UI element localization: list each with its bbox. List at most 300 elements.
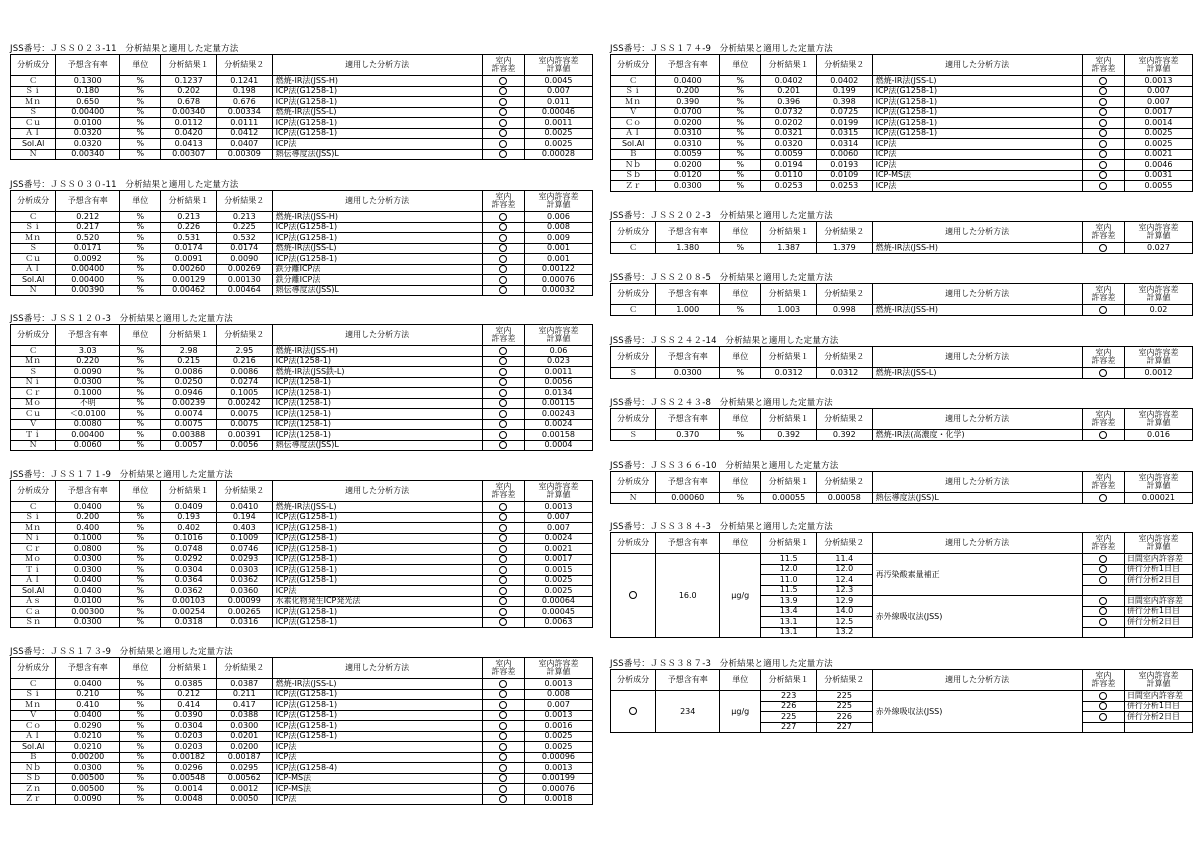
- table-row: [11, 512, 593, 523]
- element-cell: Ａｌ: [11, 264, 56, 275]
- tolerance-cell: [1082, 97, 1124, 108]
- block-title: JSS番号：ＪＳＳ１７３-9 分析結果と適用した定量方法: [10, 647, 233, 657]
- expected-cell: 0.00300: [56, 607, 120, 618]
- result2-cell: 0.0193: [816, 160, 872, 171]
- pass-circle-icon: [499, 410, 507, 418]
- expected-cell: 0.200: [56, 512, 120, 523]
- pass-circle-icon: [499, 347, 507, 355]
- expected-cell: ＜0.0100: [56, 409, 120, 420]
- tolerance-cell: [482, 689, 524, 700]
- pass-circle-icon: [1099, 494, 1107, 502]
- method-cell: ICP法(G1258-1): [272, 700, 482, 711]
- unit-cell: %: [120, 233, 161, 244]
- element-cell: Ｍｎ: [11, 97, 56, 108]
- header-unit: 単位: [720, 347, 761, 368]
- header-unit: 単位: [720, 222, 761, 243]
- method-cell: ICP法: [272, 794, 482, 805]
- expected-cell: 0.0171: [56, 243, 120, 254]
- unit-cell: %: [120, 679, 161, 690]
- element-cell: Ｃｒ: [11, 544, 56, 555]
- result1-cell: 227: [761, 722, 817, 733]
- element-cell: [611, 554, 656, 638]
- method-cell: 熱伝導度法(JSS)L: [272, 149, 482, 160]
- result1-cell: 0.00260: [161, 264, 217, 275]
- table-row: [611, 493, 1193, 504]
- header-tolerance: 室内 許容差: [1082, 347, 1124, 368]
- header-expected: 予想含有率: [656, 472, 720, 493]
- expected-cell: 0.0400: [656, 76, 720, 87]
- result1-cell: 0.193: [161, 512, 217, 523]
- tolerance-cell: [1082, 430, 1124, 441]
- header-tol-calc: 室内許容差 計算値: [524, 325, 592, 346]
- analysis-block: [610, 211, 1193, 254]
- unit-cell: %: [120, 419, 161, 430]
- header-element: 分析成分: [611, 409, 656, 430]
- tolerance-value-cell: 0.007: [524, 523, 592, 534]
- method-cell: 燃焼-IR法(JSS-L): [272, 679, 482, 690]
- table-row: [11, 139, 593, 150]
- unit-cell: %: [120, 502, 161, 513]
- expected-cell: 0.0210: [56, 731, 120, 742]
- tolerance-value-cell: 0.016: [1124, 430, 1192, 441]
- tolerance-cell: [482, 430, 524, 441]
- method-cell: ICP法(G1258-1): [272, 222, 482, 233]
- result2-cell: 225: [816, 691, 872, 702]
- unit-cell: %: [120, 794, 161, 805]
- table-row: [11, 784, 593, 795]
- unit-cell: μg/g: [720, 554, 761, 638]
- table-row: [611, 76, 1193, 87]
- result2-cell: 14.0: [816, 606, 872, 617]
- pass-circle-icon: [499, 431, 507, 439]
- result1-cell: 11.5: [761, 585, 817, 596]
- tolerance-value-cell: 0.00122: [524, 264, 592, 275]
- analysis-block: [610, 336, 1193, 379]
- expected-cell: 234: [656, 691, 720, 733]
- element-cell: Ｖ: [611, 107, 656, 118]
- unit-cell: %: [120, 440, 161, 451]
- expected-cell: 0.210: [56, 689, 120, 700]
- result1-cell: 0.213: [161, 212, 217, 223]
- element-cell: Ｓｂ: [11, 773, 56, 784]
- pass-circle-icon: [1099, 182, 1107, 190]
- results-table: [10, 657, 593, 805]
- unit-cell: %: [120, 86, 161, 97]
- tolerance-value-cell: 0.00064: [524, 596, 592, 607]
- expected-cell: 0.00400: [56, 107, 120, 118]
- unit-cell: %: [120, 752, 161, 763]
- tolerance-value-cell: 0.00158: [524, 430, 592, 441]
- unit-cell: %: [120, 544, 161, 555]
- tolerance-value-cell: 0.0011: [524, 118, 592, 129]
- tolerance-cell: [1082, 243, 1124, 254]
- tolerance-cell: [482, 419, 524, 430]
- element-cell: Ｓ: [11, 107, 56, 118]
- result1-cell: 223: [761, 691, 817, 702]
- result2-cell: 0.0360: [216, 586, 272, 597]
- unit-cell: %: [120, 784, 161, 795]
- pass-circle-icon: [1099, 150, 1107, 158]
- result1-cell: 0.0110: [761, 170, 817, 181]
- header-element: 分析成分: [611, 533, 656, 554]
- analysis-block-gas: [610, 522, 1193, 638]
- header-tol-calc: 室内許容差 計算値: [1124, 284, 1192, 305]
- unit-cell: %: [120, 586, 161, 597]
- result1-cell: 225: [761, 712, 817, 723]
- pass-circle-icon: [499, 743, 507, 751]
- result2-cell: 0.199: [816, 86, 872, 97]
- tolerance-cell: [482, 222, 524, 233]
- method-cell: ICP法(G1258-1): [272, 689, 482, 700]
- tolerance-cell: [1082, 170, 1124, 181]
- table-row: [11, 742, 593, 753]
- analysis-block: [10, 180, 593, 296]
- unit-cell: %: [120, 118, 161, 129]
- header-expected: 予想含有率: [56, 325, 120, 346]
- expected-cell: 0.0400: [56, 710, 120, 721]
- element-cell: Sol.Al: [11, 139, 56, 150]
- pass-circle-icon: [499, 276, 507, 284]
- header-tolerance: 室内 許容差: [1082, 284, 1124, 305]
- header-unit: 単位: [120, 658, 161, 679]
- tolerance-value-cell: 0.06: [524, 346, 592, 357]
- unit-cell: %: [120, 554, 161, 565]
- analysis-block: [10, 314, 593, 451]
- tolerance-value-cell: 0.001: [524, 254, 592, 265]
- tolerance-cell: [482, 128, 524, 139]
- tolerance-cell: [1082, 606, 1124, 617]
- tolerance-value-cell: 0.00046: [524, 107, 592, 118]
- table-row: [11, 440, 593, 451]
- expected-cell: 0.650: [56, 97, 120, 108]
- result2-cell: 0.1009: [216, 533, 272, 544]
- pass-circle-icon: [499, 555, 507, 563]
- unit-cell: %: [120, 367, 161, 378]
- element-cell: Ｓｂ: [611, 170, 656, 181]
- result1-cell: 11.5: [761, 554, 817, 565]
- expected-cell: 0.0300: [56, 554, 120, 565]
- unit-cell: %: [120, 596, 161, 607]
- method-cell: 燃焼-IR法(高濃度・化学): [872, 430, 1082, 441]
- header-method: 適用した分析方法: [872, 472, 1082, 493]
- result2-cell: 0.1241: [216, 76, 272, 87]
- unit-cell: %: [120, 398, 161, 409]
- method-cell: ICP法(G1258-1): [272, 254, 482, 265]
- result2-cell: 0.00099: [216, 596, 272, 607]
- method-cell: ICP法(G1258-1): [872, 128, 1082, 139]
- result1-cell: 0.00182: [161, 752, 217, 763]
- block-title: JSS番号：ＪＳＳ１７４-9 分析結果と適用した定量方法: [610, 44, 833, 54]
- table-row: [11, 419, 593, 430]
- pass-circle-icon: [499, 587, 507, 595]
- expected-cell: 0.0060: [56, 440, 120, 451]
- tolerance-cell: [482, 356, 524, 367]
- tolerance-cell: [482, 752, 524, 763]
- result2-cell: 0.0174: [216, 243, 272, 254]
- expected-cell: 16.0: [656, 554, 720, 638]
- header-element: 分析成分: [611, 55, 656, 76]
- result1-cell: 0.0014: [161, 784, 217, 795]
- element-cell: Ｓｉ: [11, 689, 56, 700]
- result2-cell: 0.0201: [216, 731, 272, 742]
- result1-cell: 0.0194: [761, 160, 817, 171]
- tolerance-cell: [482, 149, 524, 160]
- result2-cell: 0.398: [816, 97, 872, 108]
- analysis-block: [610, 398, 1193, 441]
- results-table: [610, 408, 1193, 441]
- element-cell: Ｂ: [611, 149, 656, 160]
- table-row: [11, 409, 593, 420]
- result1-cell: 0.0413: [161, 139, 217, 150]
- unit-cell: %: [120, 700, 161, 711]
- pass-circle-icon: [499, 87, 507, 95]
- header-method: 適用した分析方法: [272, 191, 482, 212]
- result1-cell: 0.215: [161, 356, 217, 367]
- unit-cell: μg/g: [720, 691, 761, 733]
- pass-circle-icon: [499, 618, 507, 626]
- result2-cell: 0.00269: [216, 264, 272, 275]
- expected-cell: 0.0300: [56, 617, 120, 628]
- table-row: [611, 160, 1193, 171]
- table-row: [11, 721, 593, 732]
- pass-circle-icon: [1099, 702, 1107, 710]
- oxygen-symbol: [629, 707, 637, 715]
- method-cell: ICP法: [872, 160, 1082, 171]
- result1-cell: 0.00129: [161, 275, 217, 286]
- header-tolerance: 室内 許容差: [1082, 409, 1124, 430]
- results-table: [10, 190, 593, 296]
- pass-circle-icon: [1099, 98, 1107, 106]
- unit-cell: %: [720, 243, 761, 254]
- result2-cell: 1.379: [816, 243, 872, 254]
- table-header-row: [611, 533, 1193, 554]
- tolerance-value-cell: 0.0134: [524, 388, 592, 399]
- result2-cell: 0.676: [216, 97, 272, 108]
- unit-cell: %: [120, 731, 161, 742]
- result2-cell: 12.0: [816, 564, 872, 575]
- table-row: [11, 388, 593, 399]
- expected-cell: 0.0100: [56, 118, 120, 129]
- header-result1: 分析結果１: [161, 658, 217, 679]
- unit-cell: %: [120, 285, 161, 296]
- note-cell: [1124, 722, 1192, 733]
- pass-circle-icon: [499, 795, 507, 803]
- header-unit: 単位: [720, 409, 761, 430]
- result1-cell: 0.0059: [761, 149, 817, 160]
- result2-cell: 0.532: [216, 233, 272, 244]
- table-row: [11, 118, 593, 129]
- expected-cell: 0.1000: [56, 388, 120, 399]
- element-cell: Ｃ: [11, 679, 56, 690]
- tolerance-value-cell: 0.0025: [524, 128, 592, 139]
- expected-cell: 3.03: [56, 346, 120, 357]
- pass-circle-icon: [1099, 161, 1107, 169]
- header-expected: 予想含有率: [56, 55, 120, 76]
- result1-cell: 0.0304: [161, 565, 217, 576]
- result2-cell: 0.0407: [216, 139, 272, 150]
- result1-cell: 0.00055: [761, 493, 817, 504]
- oxygen-symbol: [629, 591, 637, 599]
- expected-cell: 0.00060: [656, 493, 720, 504]
- pass-circle-icon: [499, 785, 507, 793]
- tolerance-value-cell: 0.0025: [524, 139, 592, 150]
- tolerance-cell: [482, 721, 524, 732]
- tolerance-value-cell: 0.0025: [524, 586, 592, 597]
- expected-cell: 0.00500: [56, 784, 120, 795]
- unit-cell: %: [120, 346, 161, 357]
- element-cell: Ｃ: [11, 346, 56, 357]
- table-header-row: [611, 284, 1193, 305]
- tolerance-value-cell: 0.0063: [524, 617, 592, 628]
- table-row: [11, 107, 593, 118]
- method-cell: ICP法(G1258-1): [272, 554, 482, 565]
- expected-cell: 0.370: [656, 430, 720, 441]
- tolerance-value-cell: 0.0012: [1124, 368, 1192, 379]
- header-result1: 分析結果１: [161, 325, 217, 346]
- tolerance-value-cell: 0.008: [524, 689, 592, 700]
- unit-cell: %: [120, 128, 161, 139]
- result2-cell: 0.0410: [216, 502, 272, 513]
- pass-circle-icon: [499, 524, 507, 532]
- tolerance-cell: [1082, 181, 1124, 192]
- pass-circle-icon: [499, 389, 507, 397]
- header-result2: 分析結果２: [816, 222, 872, 243]
- expected-cell: 0.1000: [56, 533, 120, 544]
- method-cell: ICP法(G1258-1): [272, 731, 482, 742]
- unit-cell: %: [120, 388, 161, 399]
- table-row: [11, 700, 593, 711]
- table-row: [11, 233, 593, 244]
- tolerance-value-cell: 0.0056: [524, 377, 592, 388]
- tolerance-cell: [482, 254, 524, 265]
- table-row: [11, 97, 593, 108]
- pass-circle-icon: [499, 711, 507, 719]
- pass-circle-icon: [499, 234, 507, 242]
- result2-cell: 2.95: [216, 346, 272, 357]
- unit-cell: %: [120, 617, 161, 628]
- table-row: [11, 575, 593, 586]
- result1-cell: 0.0048: [161, 794, 217, 805]
- header-element: 分析成分: [11, 658, 56, 679]
- header-tolerance: 室内 許容差: [1082, 533, 1124, 554]
- pass-circle-icon: [1099, 306, 1107, 314]
- tolerance-value-cell: 0.011: [524, 97, 592, 108]
- result2-cell: 0.1005: [216, 388, 272, 399]
- note-cell: 併行分析1日目: [1124, 606, 1192, 617]
- method-cell: ICP法(G1258-1): [272, 233, 482, 244]
- table-row: [11, 586, 593, 597]
- tolerance-cell: [482, 377, 524, 388]
- result1-cell: 0.0320: [761, 139, 817, 150]
- table-header-row: [611, 222, 1193, 243]
- note-cell: 併行分析2日目: [1124, 617, 1192, 628]
- pass-circle-icon: [499, 764, 507, 772]
- header-tol-calc: 室内許容差 計算値: [1124, 222, 1192, 243]
- result1-cell: 0.00307: [161, 149, 217, 160]
- result2-cell: 0.194: [216, 512, 272, 523]
- results-table: [610, 346, 1193, 379]
- unit-cell: %: [720, 430, 761, 441]
- unit-cell: %: [120, 409, 161, 420]
- pass-circle-icon: [499, 774, 507, 782]
- unit-cell: %: [120, 430, 161, 441]
- header-method: 適用した分析方法: [872, 533, 1082, 554]
- table-header-row: [611, 472, 1193, 493]
- expected-cell: 0.1300: [56, 76, 120, 87]
- expected-cell: 0.0700: [656, 107, 720, 118]
- tolerance-cell: [482, 700, 524, 711]
- result1-cell: 0.0321: [761, 128, 817, 139]
- result1-cell: 0.0203: [161, 731, 217, 742]
- tolerance-cell: [1082, 701, 1124, 712]
- tolerance-value-cell: 0.00096: [524, 752, 592, 763]
- method-cell: ICP法(1258-1): [272, 356, 482, 367]
- header-method: 適用した分析方法: [272, 55, 482, 76]
- header-result1: 分析結果１: [161, 191, 217, 212]
- expected-cell: 0.390: [656, 97, 720, 108]
- header-expected: 予想含有率: [656, 670, 720, 691]
- header-tol-calc: 室内許容差 計算値: [1124, 55, 1192, 76]
- table-header-row: [611, 347, 1193, 368]
- header-expected: 予想含有率: [56, 481, 120, 502]
- tolerance-cell: [482, 773, 524, 784]
- header-unit: 単位: [120, 55, 161, 76]
- method-cell: ICP法(G1258-1): [272, 512, 482, 523]
- table-row: [11, 149, 593, 160]
- result2-cell: 0.216: [216, 356, 272, 367]
- pass-circle-icon: [499, 357, 507, 365]
- unit-cell: %: [720, 76, 761, 87]
- header-unit: 単位: [120, 481, 161, 502]
- pass-circle-icon: [1099, 607, 1107, 615]
- block-title: JSS番号：ＪＳＳ０３０-11 分析結果と適用した定量方法: [10, 180, 239, 190]
- note-cell: 併行分析2日目: [1124, 575, 1192, 586]
- result1-cell: 0.0174: [161, 243, 217, 254]
- expected-cell: 0.00400: [56, 264, 120, 275]
- analysis-block-gas: [610, 659, 1193, 733]
- tolerance-cell: [1082, 554, 1124, 565]
- result1-cell: 0.00340: [161, 107, 217, 118]
- expected-cell: 0.0090: [56, 367, 120, 378]
- table-row: [11, 502, 593, 513]
- note-cell: 併行分析1日目: [1124, 701, 1192, 712]
- element-cell: Ｍｎ: [11, 356, 56, 367]
- pass-circle-icon: [499, 213, 507, 221]
- header-result2: 分析結果２: [816, 347, 872, 368]
- expected-cell: 0.0092: [56, 254, 120, 265]
- header-method: 適用した分析方法: [272, 325, 482, 346]
- tolerance-value-cell: 0.00021: [1124, 493, 1192, 504]
- table-header-row: [611, 670, 1193, 691]
- header-method: 適用した分析方法: [872, 347, 1082, 368]
- method-cell: ICP法(G1258-1): [272, 721, 482, 732]
- tolerance-value-cell: 0.00028: [524, 149, 592, 160]
- result2-cell: 0.00309: [216, 149, 272, 160]
- results-table: [610, 54, 1193, 192]
- header-expected: 予想含有率: [656, 222, 720, 243]
- element-cell: Ｎ: [11, 149, 56, 160]
- result2-cell: 0.0725: [816, 107, 872, 118]
- tolerance-cell: [482, 523, 524, 534]
- expected-cell: 0.0100: [56, 596, 120, 607]
- tolerance-cell: [1082, 368, 1124, 379]
- result2-cell: 0.211: [216, 689, 272, 700]
- header-method: 適用した分析方法: [872, 55, 1082, 76]
- element-cell: Ｓ: [11, 243, 56, 254]
- unit-cell: %: [120, 356, 161, 367]
- block-title: JSS番号：ＪＳＳ３８４-3 分析結果と適用した定量方法: [610, 522, 833, 532]
- result2-cell: 0.198: [216, 86, 272, 97]
